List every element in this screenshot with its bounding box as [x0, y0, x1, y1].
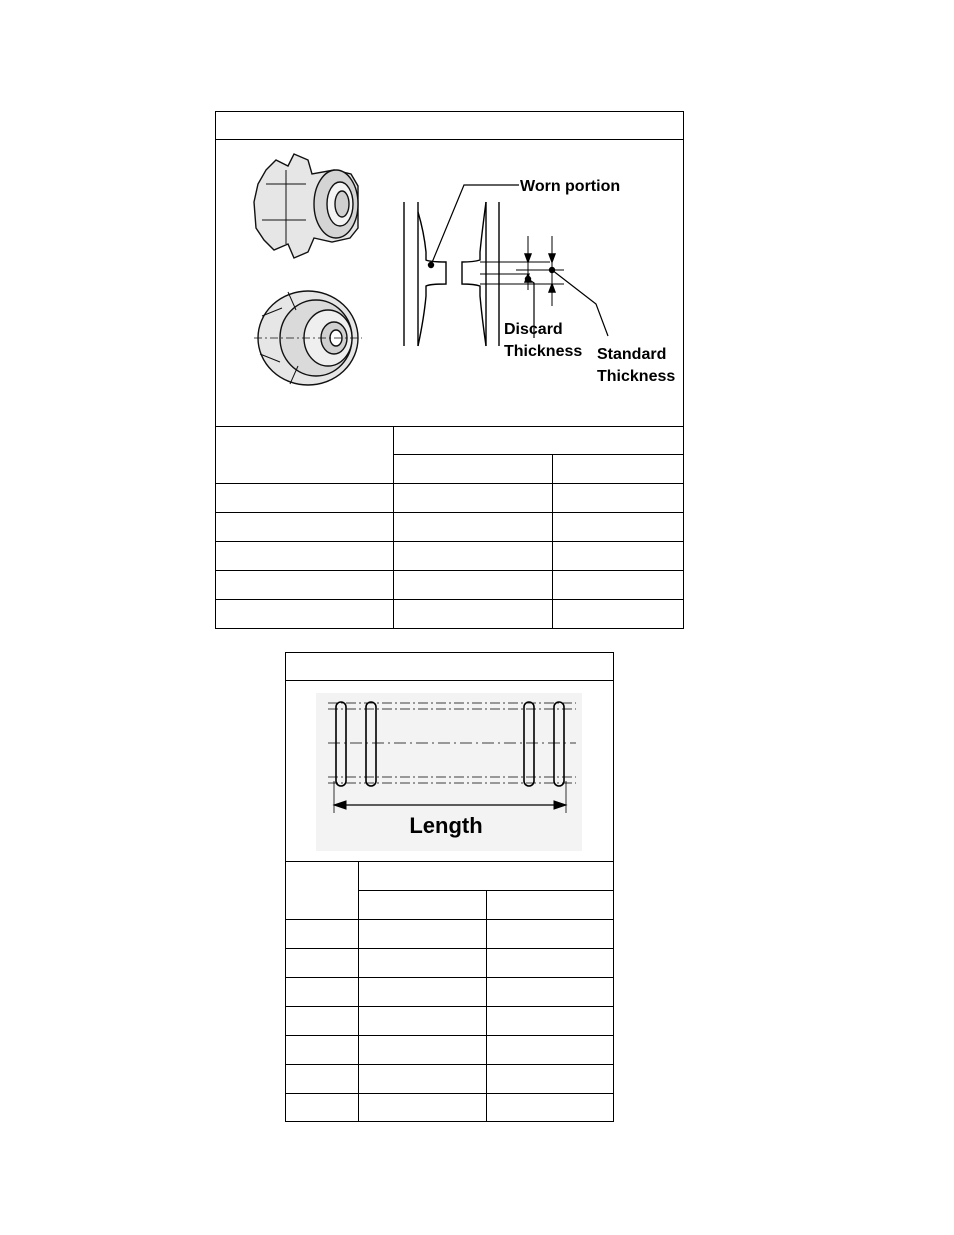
table-cell	[553, 600, 684, 629]
spring-table	[285, 652, 614, 1122]
table-cell	[487, 1065, 614, 1094]
sprocket-header-item-cell	[216, 427, 394, 484]
sprocket-table	[215, 111, 684, 629]
table-cell	[553, 484, 684, 513]
sprocket-illustration-bottom	[254, 291, 362, 385]
table-cell	[359, 920, 487, 949]
table-row	[286, 949, 614, 978]
sprocket-header-col-b	[553, 455, 684, 484]
table-cell	[286, 1007, 359, 1036]
table-row	[216, 542, 684, 571]
sprocket-header-row-1	[216, 427, 684, 455]
table-cell	[394, 600, 553, 629]
table-row	[216, 571, 684, 600]
spring-header-group-cell	[359, 862, 614, 891]
table-cell	[359, 1036, 487, 1065]
discard-thickness-label-line2: Thickness	[504, 343, 583, 360]
table-cell	[394, 513, 553, 542]
table-cell	[394, 484, 553, 513]
table-cell	[216, 600, 394, 629]
table-cell	[286, 1036, 359, 1065]
table-cell	[216, 484, 394, 513]
table-row	[286, 1065, 614, 1094]
table-row	[286, 920, 614, 949]
table-row	[216, 484, 684, 513]
table-cell	[286, 920, 359, 949]
spring-length-diagram	[286, 681, 612, 858]
sprocket-header-col-a	[394, 455, 553, 484]
spring-header-row-1	[286, 862, 614, 891]
table-cell	[359, 949, 487, 978]
table-cell	[553, 571, 684, 600]
table-cell	[286, 1094, 359, 1122]
length-label: Length	[409, 813, 483, 838]
spring-header-col-b	[487, 891, 614, 920]
table-cell	[487, 1007, 614, 1036]
spring-figure-row	[286, 681, 614, 862]
table-cell	[487, 920, 614, 949]
table-cell	[553, 513, 684, 542]
discard-thickness-label-line1: Discard	[504, 321, 563, 338]
table-cell	[487, 949, 614, 978]
sprocket-table-title-cell	[216, 112, 684, 140]
table-cell	[286, 1065, 359, 1094]
sprocket-header-group-cell	[394, 427, 684, 455]
table-cell	[553, 542, 684, 571]
table-cell	[216, 513, 394, 542]
sprocket-wear-diagram	[216, 140, 682, 423]
table-row	[286, 1094, 614, 1122]
sprocket-figure-cell	[216, 140, 684, 427]
table-cell	[487, 978, 614, 1007]
table-cell	[286, 949, 359, 978]
sprocket-table-title-row	[216, 112, 684, 140]
table-cell	[216, 571, 394, 600]
table-cell	[394, 571, 553, 600]
table-row	[286, 1007, 614, 1036]
table-cell	[359, 1094, 487, 1122]
spring-header-col-a	[359, 891, 487, 920]
table-cell	[487, 1094, 614, 1122]
table-row	[216, 600, 684, 629]
table-cell	[359, 978, 487, 1007]
table-row	[286, 1036, 614, 1065]
table-cell	[286, 978, 359, 1007]
table-cell	[359, 1065, 487, 1094]
table-row	[216, 513, 684, 542]
spring-figure-cell	[286, 681, 614, 862]
spring-header-item-cell	[286, 862, 359, 920]
table-cell	[359, 1007, 487, 1036]
sprocket-figure-row	[216, 140, 684, 427]
table-cell	[394, 542, 553, 571]
table-cell	[487, 1036, 614, 1065]
standard-thickness-label-line1: Standard	[597, 346, 667, 363]
spring-table-title-row	[286, 653, 614, 681]
table-cell	[216, 542, 394, 571]
sprocket-illustration-top	[254, 154, 358, 258]
standard-thickness-label-line2: Thickness	[597, 368, 676, 385]
spring-table-title-cell	[286, 653, 614, 681]
worn-portion-label: Worn portion	[520, 178, 621, 195]
table-row	[286, 978, 614, 1007]
